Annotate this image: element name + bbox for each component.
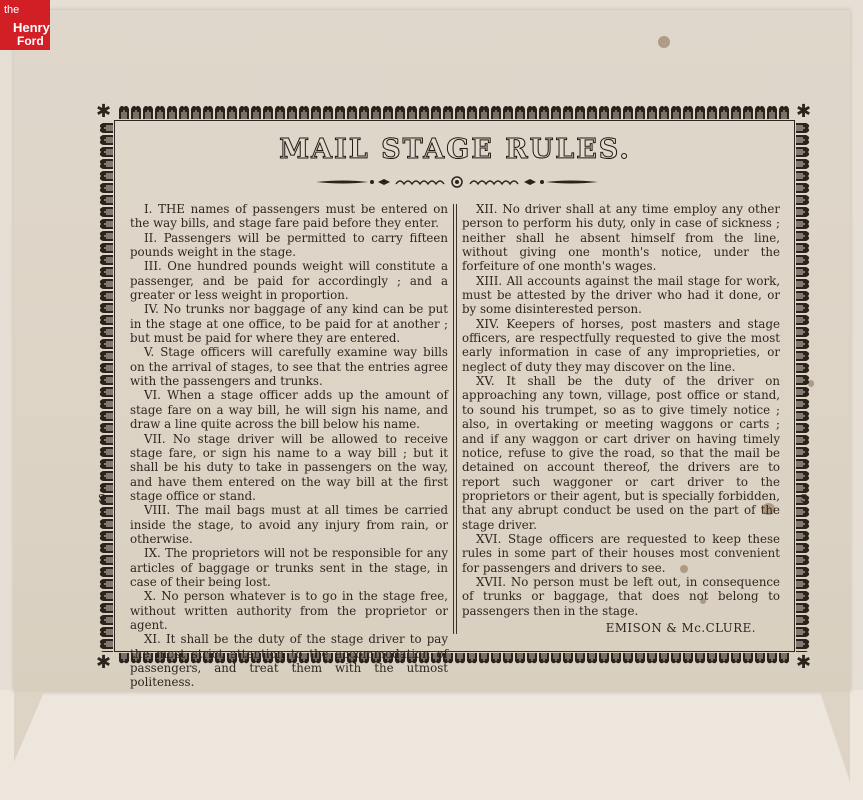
border-inner-line-right bbox=[794, 120, 795, 652]
rule-item: X. No person whatever is to go in the stage free, without written authority from the proprietor or agent. bbox=[130, 589, 448, 632]
rule-item: I. THE names of passengers must be entered on the way bills, and stage fare paid before they enter. bbox=[130, 202, 448, 231]
logo-text-henry: Henry bbox=[13, 20, 50, 35]
stain bbox=[658, 36, 670, 48]
asterisk-corner-icon: ✱ bbox=[796, 652, 812, 673]
rule-item: XIII. All accounts against the mail stage for work, must be attested by the driver who had it done, or by some disinterested person. bbox=[462, 273, 780, 317]
rule-item: XVII. No person must be left out, in consequence of trunks or baggage, that does not belong to passengers then in the stage. bbox=[462, 574, 780, 618]
paper-fold-left bbox=[14, 692, 44, 762]
rule-item: IV. No trunks nor baggage of any kind can be put in the stage at one office, to be paid for at another ; but must be paid for where they are entered. bbox=[130, 302, 448, 346]
rule-item: XIV. Keepers of horses, post masters and stage officers, are respectfully requested to give the most early information in case of any improprieties, or neglect of duty they may discover on the line. bbox=[462, 316, 780, 374]
signature: EMISON & Mc.CLURE. bbox=[605, 620, 756, 635]
rule-item: VII. No stage driver will be allowed to receive stage fare, or sign his name to a way bill ; but it shall be his duty to take in passengers on the way, and have them entered on the way bill at the first stage office or stand. bbox=[130, 431, 448, 503]
rules-column-right bbox=[462, 202, 780, 635]
border-inner-line-left bbox=[114, 120, 115, 652]
rule-item: VIII. The mail bags must at all times be carried inside the stage, to avoid any injury from rain, or otherwise. bbox=[130, 503, 448, 546]
rules-column-left bbox=[130, 202, 448, 690]
rule-item: XII. No driver shall at any time employ any other person to perform his duty, only in case of sickness ; neither shall he absent himself from the line, without giving one month's notice, under the forfeiture of one month's wages. bbox=[462, 202, 780, 274]
side-mark-left: S bbox=[98, 492, 106, 505]
background-bottom bbox=[0, 690, 863, 800]
column-divider bbox=[456, 204, 457, 634]
column-divider bbox=[453, 204, 454, 634]
rule-item: II. Passengers will be permitted to carry fifteen pounds weight in the stage. bbox=[130, 230, 448, 260]
ornament-divider bbox=[314, 175, 600, 189]
rule-item: VI. When a stage officer adds up the amount of stage fare on a way bill, he will sign his name, and draw a line quite across the bill below his name. bbox=[130, 388, 448, 432]
rule-item: XV. It shall be the duty of the driver on approaching any town, village, post office or stand, to sound his trumpet, so as to give timely notice ; also, in overtaking or meeting waggons or carts ; and if any waggon or cart driver on having timely notice, refuse to give the road, so that the mail be detained on account thereof, the drivers are to report such waggoner or cart driver to the proprietors or their agent, but is specially forbidden, that any abrupt conduct be used on the part of the stage driver. bbox=[462, 374, 780, 532]
rule-item: V. Stage officers will carefully examine way bills on the arrival of stages, to see that the entries agree with the passengers and trunks. bbox=[130, 345, 448, 389]
side-mark-right: S bbox=[800, 492, 808, 505]
logo-text-the: the bbox=[4, 4, 20, 16]
border-inner-line-top bbox=[114, 120, 794, 121]
henry-ford-logo[interactable] bbox=[0, 0, 50, 50]
ornamental-border-right bbox=[795, 122, 813, 652]
logo-text-ford: Ford bbox=[17, 34, 44, 48]
paper-fold-right bbox=[820, 692, 850, 782]
ornamental-border-left bbox=[96, 122, 114, 652]
rule-item: XI. It shall be the duty of the stage driver to pay the most strict attention to the accommodation of passengers, and treat them with the utmost politeness. bbox=[130, 632, 448, 690]
asterisk-corner-icon: ✱ bbox=[96, 101, 112, 122]
asterisk-corner-icon: ✱ bbox=[96, 652, 112, 673]
rule-item: XVI. Stage officers are requested to keep these rules in some part of their houses most convenient for passengers and drivers to see. bbox=[462, 531, 780, 575]
asterisk-corner-icon: ✱ bbox=[796, 101, 812, 122]
document-title: MAIL STAGE RULES. bbox=[279, 134, 631, 165]
rule-item: IX. The proprietors will not be responsible for any articles of baggage or trunks sent in the stage, in case of their being lost. bbox=[130, 546, 448, 589]
rule-item: III. One hundred pounds weight will constitute a passenger, and be paid for accordingly ; and a greater or less weight in proportion. bbox=[130, 259, 448, 303]
ornamental-border-top bbox=[118, 102, 790, 120]
